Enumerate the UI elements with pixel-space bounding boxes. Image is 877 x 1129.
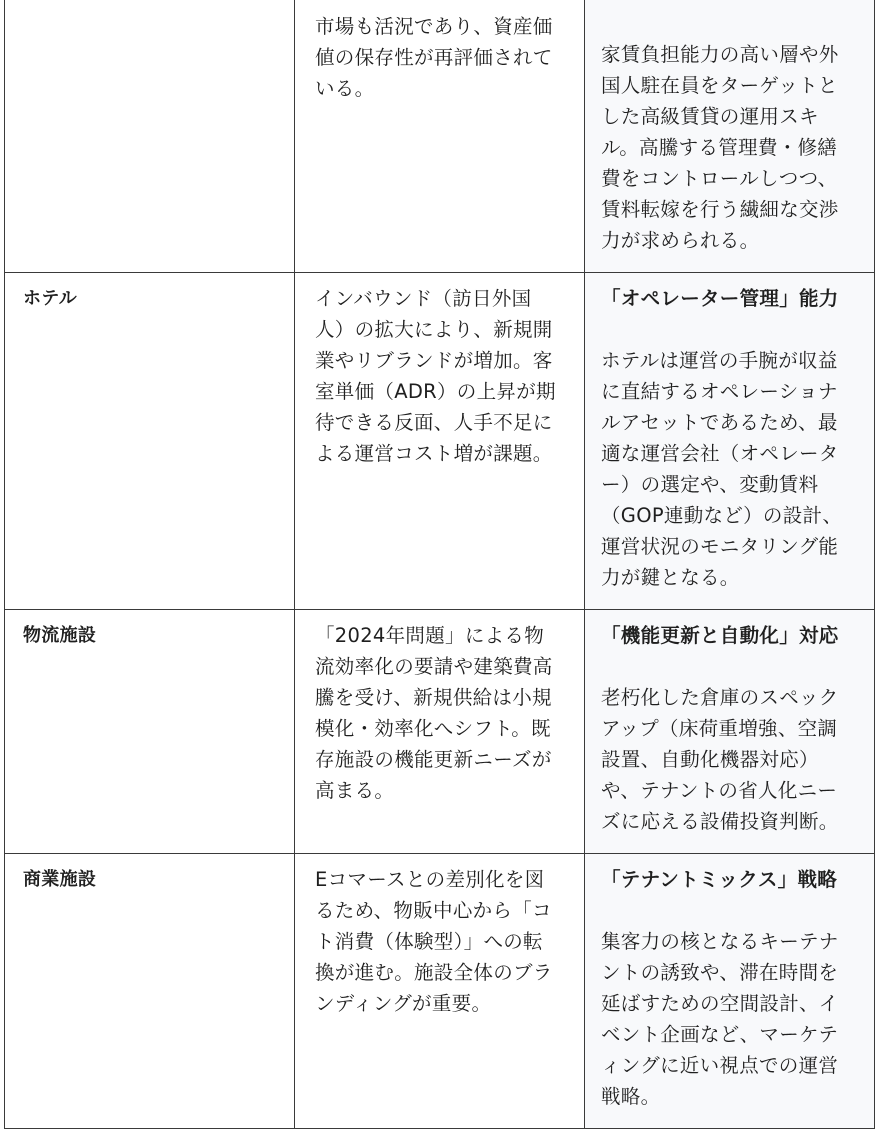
- asset-strategy-table: [4, 0, 875, 1129]
- market-cell: [295, 273, 585, 610]
- market-text: 「2024年問題」による物流効率化の要請や建築費高騰を受け、新規供給は小規模化・効率化へシフト。既存施設の機能更新ニーズが高まる。: [315, 624, 553, 802]
- market-cell: [295, 0, 585, 273]
- table-row: [5, 610, 875, 854]
- table-row: [5, 854, 875, 1129]
- market-cell: [295, 610, 585, 854]
- asset-type-cell: [5, 610, 295, 854]
- skill-body: 集客力の核となるキーテナントの誘致や、滞在時間を延ばすための空間設計、イベント企画など、マーケティングに近い視点での運営戦略。: [601, 930, 839, 1108]
- skill-body: 家賃負担能力の高い層や外国人駐在員をターゲットとした高級賃貸の運用スキル。高騰する管理費・修繕費をコントロールしつつ、賃料転嫁を行う繊細な交渉力が求められる。: [601, 43, 839, 252]
- asset-type-label: ホテル: [23, 288, 77, 309]
- skill-title: 「機能更新と自動化」対応: [601, 624, 839, 647]
- asset-type-cell: [5, 0, 295, 273]
- asset-type-cell: [5, 854, 295, 1129]
- skill-body: ホテルは運営の手腕が収益に直結するオペレーショナルアセットであるため、最適な運営会社（オペレーター）の選定や、変動賃料（GOP連動など）の設計、運営状況のモニタリング能力が鍵となる。: [601, 349, 843, 589]
- asset-type-label: 物流施設: [23, 625, 97, 646]
- skill-cell: [585, 0, 875, 273]
- table-row: [5, 0, 875, 273]
- asset-type-label: 商業施設: [23, 869, 97, 890]
- skill-cell: [585, 273, 875, 610]
- asset-type-label: [5, 0, 294, 31]
- market-text: Eコマースとの差別化を図るため、物販中心から「コト消費（体験型）」への転換が進む。施設全体のブランディングが重要。: [315, 868, 553, 1015]
- skill-title: 「オペレーター管理」能力: [601, 287, 839, 310]
- skill-cell: [585, 854, 875, 1129]
- skill-body: 老朽化した倉庫のスペックアップ（床荷重増強、空調設置、自動化機器対応）や、テナントの省人化ニーズに応える設備投資判断。: [601, 686, 839, 833]
- market-cell: [295, 854, 585, 1129]
- asset-type-cell: [5, 273, 295, 610]
- skill-cell: [585, 610, 875, 854]
- skill-title: 「テナントミックス」戦略: [601, 868, 838, 891]
- market-text: 市場も活況であり、資産価値の保存性が再評価されている。: [315, 15, 553, 100]
- table-row: [5, 273, 875, 610]
- market-text: インバウンド（訪日外国人）の拡大により、新規開業やリブランドが増加。客室単価（ADR）の上昇が期待できる反面、人手不足による運営コスト増が課題。: [315, 287, 556, 465]
